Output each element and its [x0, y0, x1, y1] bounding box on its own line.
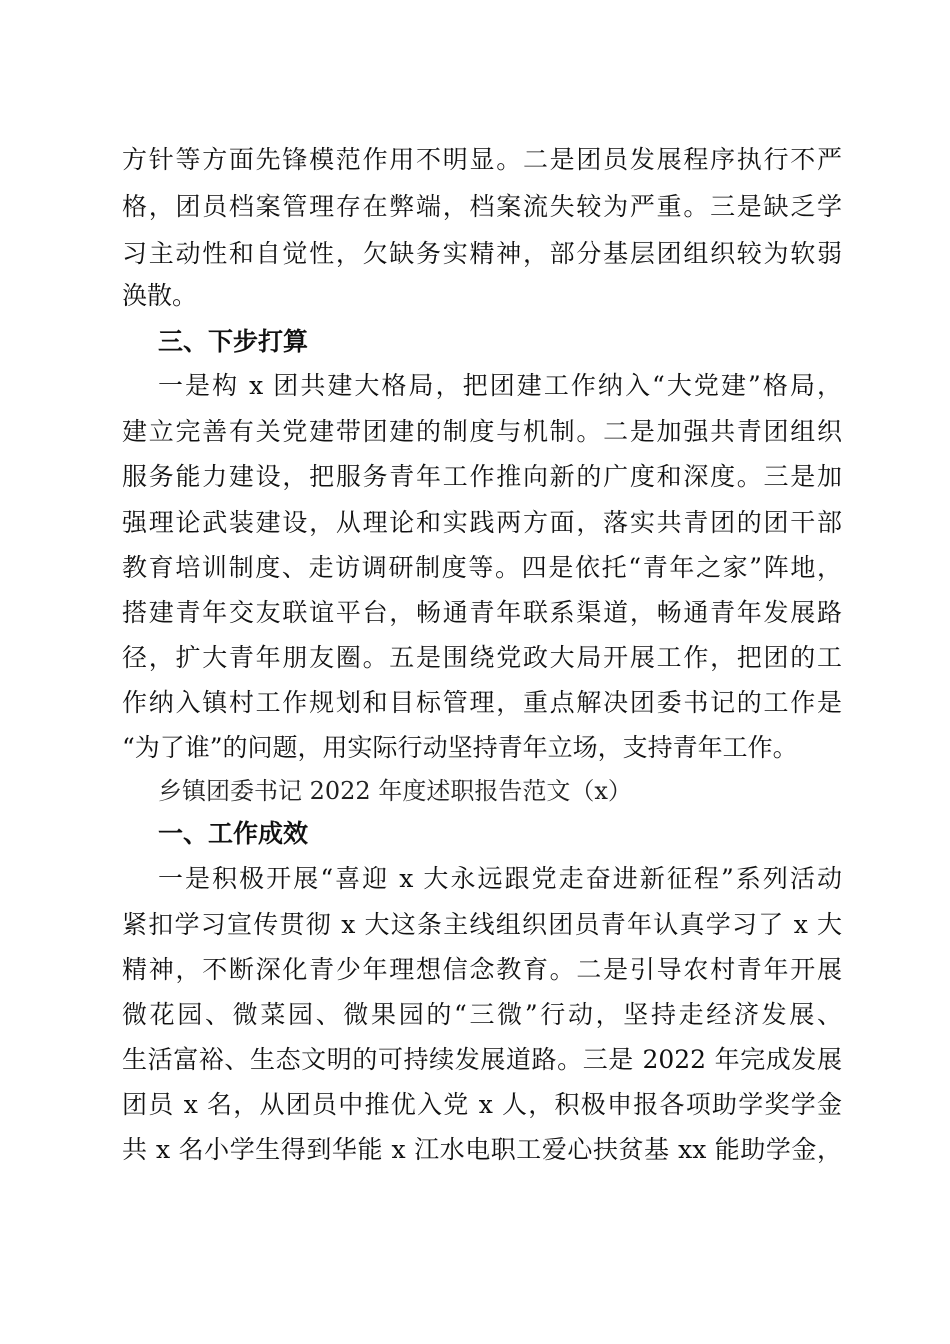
paragraph-2-line-8: 作纳入镇村工作规划和目标管理，重点解决团委书记的工作是 — [122, 688, 842, 717]
paragraph-1-line-3: 习主动性和自觉性，欠缺务实精神，部分基层团组织较为软弱 — [122, 239, 842, 268]
paragraph-2-line-1: 一是构 x 团共建大格局，把团建工作纳入“大党建”格局， — [158, 371, 842, 400]
section-heading-next-steps: 三、下步打算 — [158, 327, 309, 356]
paragraph-2-line-4: 强理论武装建设，从理论和实践两方面，落实共青团的团干部 — [122, 508, 842, 537]
paragraph-3-line-3: 精神，不断深化青少年理想信念教育。二是引导农村青年开展 — [122, 955, 842, 984]
paragraph-1-line-2: 格，团员档案管理存在弊端，档案流失较为严重。三是缺乏学 — [122, 192, 842, 221]
section-heading-achievements: 一、工作成效 — [158, 819, 309, 848]
paragraph-2-line-3: 服务能力建设，把服务青年工作推向新的广度和深度。三是加 — [122, 462, 842, 491]
paragraph-3-line-6: 团员 x 名，从团员中推优入党 x 人，积极申报各项助学奖学金 — [122, 1090, 842, 1119]
paragraph-1-line-1: 方针等方面先锋模范作用不明显。二是团员发展程序执行不严 — [122, 145, 842, 174]
paragraph-3-line-4: 微花园、微菜园、微果园的“三微”行动，坚持走经济发展、 — [122, 1000, 842, 1029]
paragraph-2-line-2: 建立完善有关党建带团建的制度与机制。二是加强共青团组织 — [122, 417, 842, 446]
paragraph-2-line-6: 搭建青年交友联谊平台，畅通青年联系渠道，畅通青年发展路 — [122, 598, 842, 627]
paragraph-3-line-2: 紧扣学习宣传贯彻 x 大这条主线组织团员青年认真学习了 x 大 — [122, 910, 842, 939]
paragraph-3-line-5: 生活富裕、生态文明的可持续发展道路。三是 2022 年完成发展 — [122, 1045, 842, 1074]
paragraph-2-line-9: “为了谁”的问题，用实际行动坚持青年立场，支持青年工作。 — [122, 733, 798, 762]
paragraph-3-line-7: 共 x 名小学生得到华能 x 江水电职工爱心扶贫基 xx 能助学金， — [122, 1135, 842, 1164]
paragraph-2-line-5: 教育培训制度、走访调研制度等。四是依托“青年之家”阵地， — [122, 553, 842, 582]
paragraph-3-line-1: 一是积极开展“喜迎 x 大永远跟党走奋进新征程”系列活动 — [158, 864, 842, 893]
paragraph-2-line-7: 径，扩大青年朋友圈。五是围绕党政大局开展工作，把团的工 — [122, 643, 842, 672]
paragraph-1-line-4: 涣散。 — [122, 281, 198, 310]
report-title: 乡镇团委书记 2022 年度述职报告范文（x） — [158, 777, 632, 805]
